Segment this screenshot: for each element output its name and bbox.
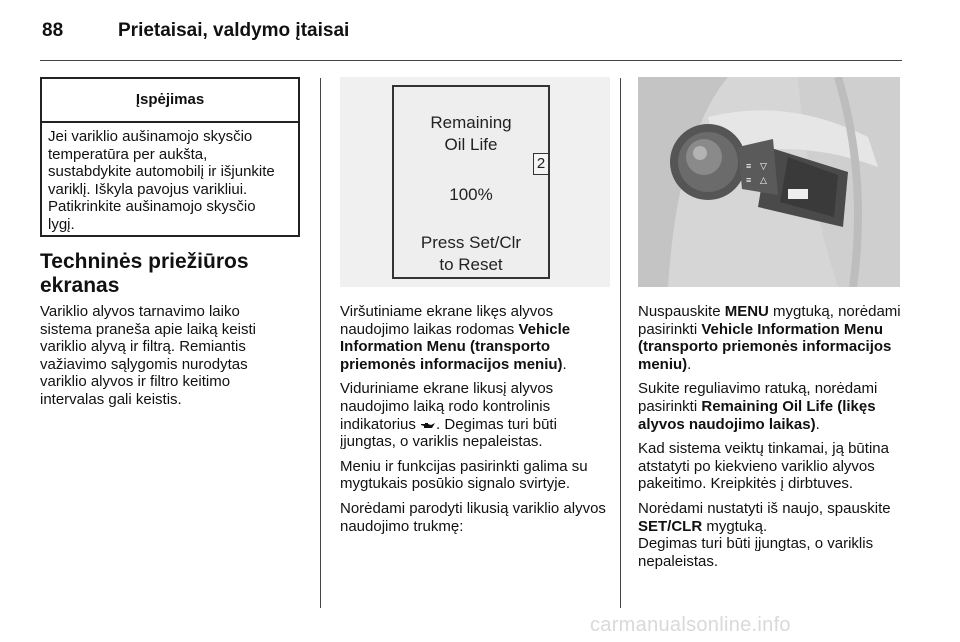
bold-text: Vehicle Information Menu (transporto priemonės informacijos meniu): [638, 320, 892, 373]
figure-index-badge: 2: [533, 153, 549, 175]
intro-line: Variklio alyvos tarnavimo laiko: [40, 303, 240, 320]
bold-text: SET/CLR: [638, 517, 703, 535]
header-rule: [40, 60, 902, 61]
paragraph: [638, 303, 908, 373]
paragraph: Degimas turi būti įjungtas, o variklis nepaleistas.: [638, 535, 874, 570]
screen-line-reset: to Reset: [439, 255, 503, 274]
column-2-text: [340, 303, 610, 542]
warning-box: [40, 77, 300, 237]
text: Viršutiniame ekrane likęs alyvos naudojimo laikas rodomas: [340, 303, 554, 338]
text: Sukite reguliavimo ratuką, norėdami pasirinkti: [638, 380, 878, 415]
screen-line-oil-life: Oil Life: [444, 135, 498, 154]
warning-line: Jei variklio aušinamojo skysčio: [48, 128, 253, 145]
paragraph: [340, 380, 610, 450]
text: mygtuką, norėdami pasirinkti: [638, 303, 901, 338]
column-3-text: [638, 303, 908, 577]
paragraph: [340, 303, 610, 373]
column-divider: [620, 78, 621, 608]
screen-line-press: Press Set/Clr: [420, 233, 522, 252]
paragraph: Meniu ir funkcijas pasirinkti galima su mygtukais posūkio signalo svirtyje.: [340, 457, 588, 493]
bold-text: Remaining Oil Life (likęs alyvos naudojimo laikas): [638, 397, 876, 433]
oil-can-icon: [420, 420, 436, 430]
text: Viduriniame ekrane likusį alyvos naudojimo laiką rodo kontrolinis indikatorius: [340, 380, 554, 433]
warning-line: Patikrinkite aušinamojo skysčio: [48, 198, 256, 216]
intro-line: sistema praneša apie laiką keisti: [40, 320, 256, 338]
paragraph: Norėdami parodyti likusią variklio alyvos naudojimo trukmę:: [340, 499, 606, 535]
screen-line-remaining: Remaining: [430, 113, 512, 132]
warning-line: variklį. Iškyla pavojus varikliui.: [48, 180, 248, 198]
section-heading-line: Techninės priežiūros: [40, 250, 249, 273]
intro-text: [40, 303, 312, 409]
warning-line: sustabdykite automobilį ir išjunkite: [48, 163, 275, 181]
warning-line: lygį.: [48, 215, 75, 233]
warning-text: [42, 123, 298, 234]
bold-text: MENU: [724, 303, 769, 320]
text: mygtuką.: [702, 517, 768, 535]
svg-text:△: △: [760, 175, 767, 185]
intro-line: variklio alyvos ir filtro keitimo: [40, 373, 231, 391]
page-title: Prietaisai, valdymo įtaisai: [118, 20, 350, 41]
intro-line: variklio alyvą ir filtrą. Remiantis: [40, 338, 246, 356]
svg-text:≡: ≡: [746, 161, 752, 171]
warning-title: Įspėjimas: [42, 79, 298, 123]
paragraph: [638, 500, 908, 535]
svg-text:≡: ≡: [746, 175, 752, 185]
paragraph: [638, 380, 908, 433]
section-heading: [40, 250, 310, 298]
paragraph: Kad sistema veiktų tinkamai, ją būtina atstatyti po kiekvieno variklio alyvos pakeitimo. Kreipkitės į dirbtuves.: [638, 440, 889, 493]
text: .: [815, 415, 820, 433]
text: .: [687, 355, 692, 373]
warning-line: temperatūra per aukšta,: [48, 145, 208, 163]
watermark: carmanualsonline.info: [590, 614, 791, 636]
stalk-figure: [638, 77, 900, 287]
display-screen: [392, 85, 550, 279]
section-heading-line: ekranas: [40, 274, 120, 297]
column-divider: [320, 78, 321, 608]
text: . Degimas turi būti įjungtas, o variklis nepaleistas.: [340, 415, 557, 451]
text: Norėdami nustatyti iš naujo, spauskite: [638, 499, 891, 517]
display-figure: [340, 77, 610, 287]
text: .: [562, 355, 567, 373]
screen-value: 100%: [449, 185, 493, 204]
turn-signal-stalk-illustration: [638, 77, 900, 287]
page-number: 88: [42, 20, 64, 41]
intro-line: važiavimo sąlygomis nurodytas: [40, 355, 248, 373]
text: Nuspauskite: [638, 303, 725, 320]
svg-text:▽: ▽: [760, 161, 767, 171]
intro-line: intervalas gali keistis.: [40, 390, 182, 408]
bold-text: Vehicle Information Menu (transporto priemonės informacijos meniu): [340, 320, 571, 373]
